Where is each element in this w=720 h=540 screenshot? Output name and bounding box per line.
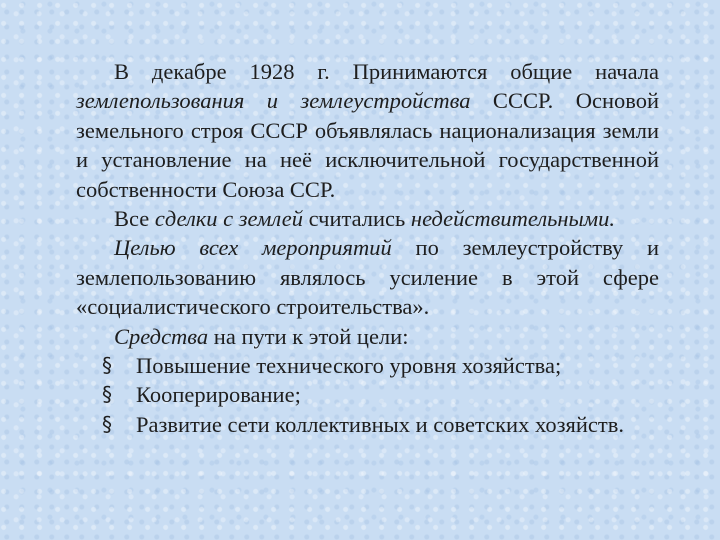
list-item (76, 351, 659, 380)
p2-text-a: Все (114, 206, 155, 232)
paragraph-goal (76, 233, 659, 321)
p1-text-a: В декабре 1928 г. Принимаются общие начала (114, 59, 659, 84)
paragraph-land-deals (76, 204, 659, 233)
p1-text-c: СССР. Основой земельного строя СССР объявлялась национализация земли и установление на неё исключительной государственной собственности Союза ССР. (76, 88, 660, 202)
section-sign-bullet-icon: § (102, 411, 112, 436)
p3-text-italic: Целью всех мероприятий (114, 235, 392, 261)
p2-text-italic-2: недействительными. (410, 206, 616, 232)
list-item (76, 410, 659, 439)
paragraph-means (76, 322, 659, 351)
slide-text-block (76, 57, 659, 439)
p2-text-italic-1: сделки с землей (154, 206, 303, 232)
means-bullet-list (76, 351, 659, 439)
list-item (76, 380, 659, 409)
bullet-text: Повышение технического уровня хозяйства; (136, 353, 562, 379)
p4-text-b: на пути к этой цели: (208, 323, 409, 349)
p2-text-c: считались (302, 206, 411, 232)
paragraph-1928-decree (76, 57, 659, 204)
bullet-text: Развитие сети коллективных и советских хозяйств. (136, 411, 624, 437)
section-sign-bullet-icon: § (102, 382, 112, 407)
p3-text-b: по землеустройству и землепользованию являлось усиление в этой сфере «социалистического строительства». (76, 235, 659, 320)
bullet-text: Кооперирование; (136, 382, 301, 408)
p1-text-italic: землепользования и землеустройства (76, 88, 471, 114)
p4-text-italic: Средства (114, 323, 209, 349)
section-sign-bullet-icon: § (102, 353, 112, 378)
